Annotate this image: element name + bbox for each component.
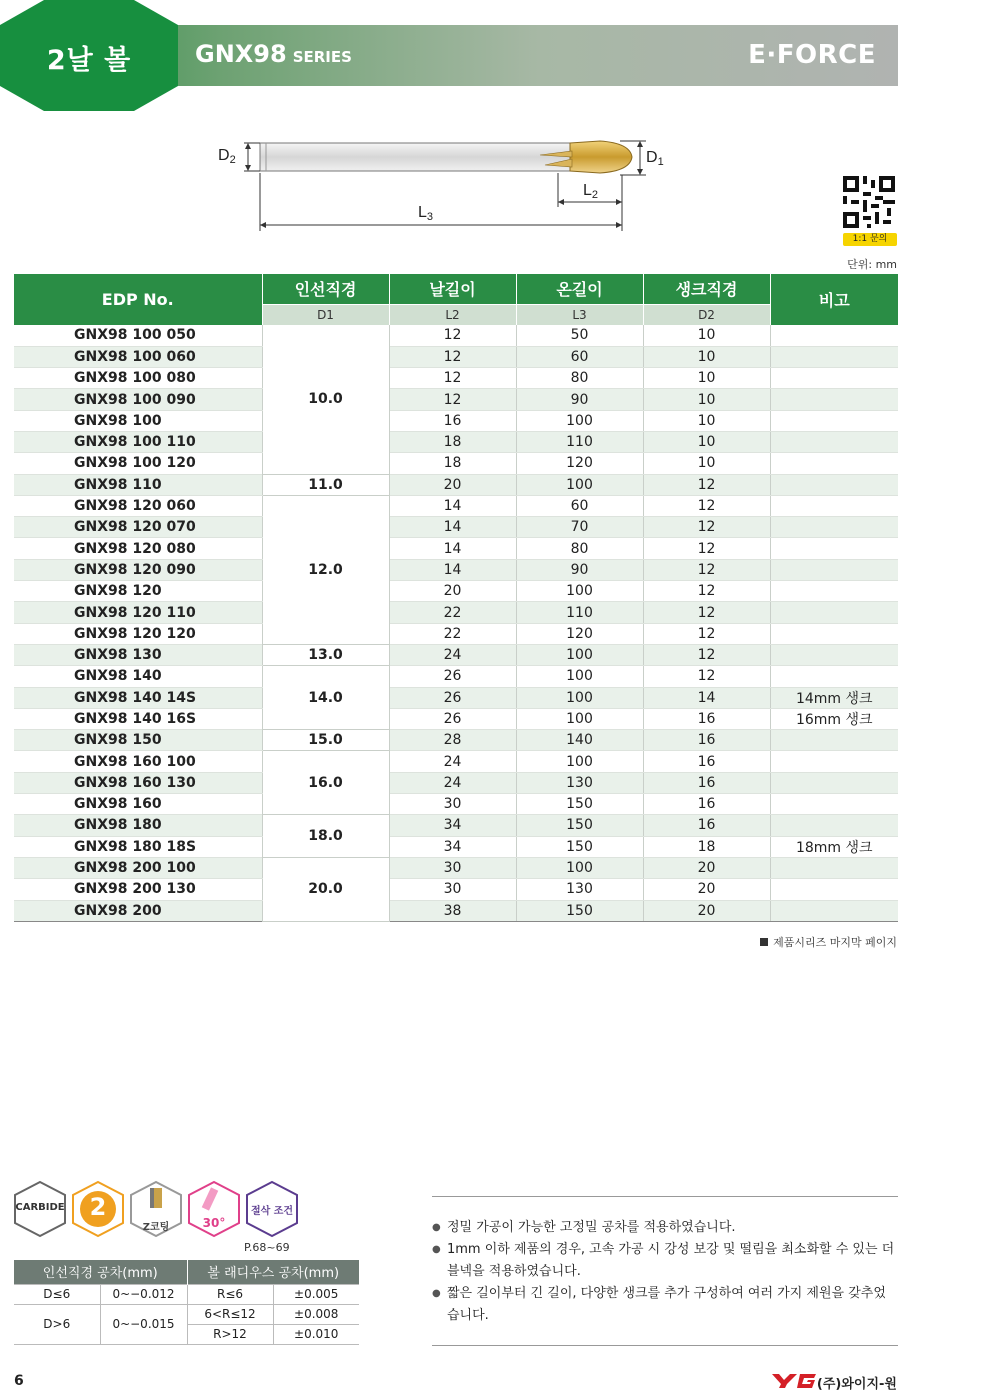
diagram-label-d1: $D_1$ — [646, 149, 664, 168]
remark — [770, 730, 898, 751]
table-row — [14, 900, 898, 921]
edp-number: GNX98 140 — [14, 666, 262, 687]
shank-diameter: 10 — [643, 389, 770, 410]
edp-number: GNX98 160 100 — [14, 751, 262, 772]
table-row — [14, 538, 898, 559]
tool-diagram — [200, 125, 680, 240]
flute-length: 14 — [389, 538, 516, 559]
z-coating-icon — [128, 1180, 184, 1238]
overall-length: 100 — [516, 687, 643, 708]
shank-diameter: 16 — [643, 708, 770, 729]
overall-length: 150 — [516, 900, 643, 921]
header-d1-symbol: D1 — [262, 304, 389, 325]
coating-label: Z코팅 — [142, 1222, 170, 1233]
shank-diameter: 12 — [643, 517, 770, 538]
carbide-label: CARBIDE — [15, 1202, 65, 1213]
flute-length: 20 — [389, 581, 516, 602]
remark — [770, 581, 898, 602]
overall-length: 60 — [516, 495, 643, 516]
overall-length: 100 — [516, 708, 643, 729]
shank-diameter: 10 — [643, 368, 770, 389]
table-row — [14, 410, 898, 431]
header-l2: 날길이 — [389, 274, 516, 304]
flute-length: 26 — [389, 687, 516, 708]
shank-diameter: 14 — [643, 687, 770, 708]
header-d2-symbol: D2 — [643, 304, 770, 325]
shank-diameter: 16 — [643, 794, 770, 815]
tol-d-value: 0~−0.012 — [100, 1284, 187, 1304]
cutting-diameter: 13.0 — [262, 644, 389, 665]
flute-length: 38 — [389, 900, 516, 921]
page-reference[interactable]: P.68~69 — [244, 1241, 290, 1254]
overall-length: 100 — [516, 410, 643, 431]
cutting-diameter: 18.0 — [262, 815, 389, 858]
table-row — [14, 687, 898, 708]
table-row — [14, 325, 898, 346]
flute-length: 30 — [389, 794, 516, 815]
table-row — [14, 559, 898, 580]
flute-length: 12 — [389, 368, 516, 389]
cutting-diameter: 10.0 — [262, 325, 389, 474]
table-row — [14, 772, 898, 793]
tol-r-value: ±0.005 — [273, 1284, 359, 1304]
overall-length: 130 — [516, 772, 643, 793]
yg-logo-icon — [772, 1359, 816, 1388]
feature-item: ● 정밀 가공이 가능한 고정밀 공차를 적용하였습니다. — [432, 1217, 898, 1239]
flute-length: 22 — [389, 623, 516, 644]
overall-length: 70 — [516, 517, 643, 538]
remark — [770, 815, 898, 836]
feature-list — [432, 1196, 898, 1346]
remark — [770, 474, 898, 495]
remark — [770, 857, 898, 878]
remark: 18mm 생크 — [770, 836, 898, 857]
header-note: 비고 — [770, 274, 898, 325]
shank-diameter: 12 — [643, 559, 770, 580]
cutting-diameter: 14.0 — [262, 666, 389, 730]
remark — [770, 794, 898, 815]
overall-length: 110 — [516, 431, 643, 452]
edp-number: GNX98 120 090 — [14, 559, 262, 580]
table-row — [14, 708, 898, 729]
end-mill-drawing-icon — [200, 125, 680, 240]
overall-length: 100 — [516, 644, 643, 665]
product-table — [14, 274, 898, 922]
cutting-diameter: 16.0 — [262, 751, 389, 815]
remark — [770, 389, 898, 410]
table-row — [14, 623, 898, 644]
helix-label: 30° — [202, 1216, 226, 1230]
remark — [770, 517, 898, 538]
overall-length: 140 — [516, 730, 643, 751]
shank-diameter: 20 — [643, 879, 770, 900]
feature-item: ● 1mm 이하 제품의 경우, 고속 가공 시 강성 보강 및 떨림을 최소화할 수 있는 더블넥을 적용하였습니다. — [432, 1239, 898, 1283]
header-l3-symbol: L3 — [516, 304, 643, 325]
overall-length: 50 — [516, 325, 643, 346]
overall-length: 80 — [516, 368, 643, 389]
overall-length: 130 — [516, 879, 643, 900]
category-badge — [0, 0, 178, 111]
edp-number: GNX98 140 16S — [14, 708, 262, 729]
remark — [770, 602, 898, 623]
table-row — [14, 517, 898, 538]
shank-diameter: 12 — [643, 666, 770, 687]
tol-r-value: ±0.010 — [273, 1324, 359, 1344]
table-row — [14, 474, 898, 495]
overall-length: 100 — [516, 474, 643, 495]
shank-diameter: 12 — [643, 581, 770, 602]
helix-angle-icon — [186, 1180, 242, 1238]
overall-length: 80 — [516, 538, 643, 559]
edp-number: GNX98 120 060 — [14, 495, 262, 516]
edp-number: GNX98 100 120 — [14, 453, 262, 474]
flute-length: 18 — [389, 453, 516, 474]
flute-length: 14 — [389, 495, 516, 516]
qr-code-icon[interactable] — [843, 176, 895, 228]
table-row — [14, 857, 898, 878]
remark — [770, 623, 898, 644]
overall-length: 150 — [516, 815, 643, 836]
flutes-label: 2 — [89, 1193, 107, 1221]
overall-length: 110 — [516, 602, 643, 623]
cutting-diameter: 15.0 — [262, 730, 389, 751]
remark — [770, 559, 898, 580]
overall-length: 120 — [516, 623, 643, 644]
overall-length: 150 — [516, 794, 643, 815]
edp-number: GNX98 100 080 — [14, 368, 262, 389]
remark — [770, 879, 898, 900]
flute-length: 20 — [389, 474, 516, 495]
remark — [770, 346, 898, 367]
table-row — [14, 368, 898, 389]
flute-length: 12 — [389, 346, 516, 367]
remark — [770, 751, 898, 772]
qr-inquiry-tag[interactable]: 1:1 문의 — [843, 233, 897, 246]
overall-length: 100 — [516, 751, 643, 772]
flute-length: 14 — [389, 517, 516, 538]
edp-number: GNX98 100 090 — [14, 389, 262, 410]
shank-diameter: 16 — [643, 730, 770, 751]
table-row — [14, 453, 898, 474]
unit-label: 단위: mm — [847, 258, 897, 271]
shank-diameter: 12 — [643, 538, 770, 559]
edp-number: GNX98 200 100 — [14, 857, 262, 878]
svg-text:YG: YG — [772, 1359, 795, 1378]
edp-number: GNX98 120 — [14, 581, 262, 602]
last-page-note-text: 제품시리즈 마지막 페이지 — [773, 936, 897, 949]
tol-d-value: 0~−0.015 — [100, 1304, 187, 1344]
table-row — [14, 666, 898, 687]
remark — [770, 644, 898, 665]
cutting-diameter: 20.0 — [262, 857, 389, 921]
remark — [770, 368, 898, 389]
edp-number: GNX98 120 110 — [14, 602, 262, 623]
shank-diameter: 10 — [643, 410, 770, 431]
table-row — [14, 730, 898, 751]
table-row — [14, 879, 898, 900]
last-page-note — [760, 934, 897, 950]
edp-number: GNX98 200 130 — [14, 879, 262, 900]
remark: 16mm 생크 — [770, 708, 898, 729]
overall-length: 60 — [516, 346, 643, 367]
flute-length: 34 — [389, 815, 516, 836]
edp-number: GNX98 150 — [14, 730, 262, 751]
shank-diameter: 12 — [643, 623, 770, 644]
diagram-label-d2: $D_2$ — [218, 147, 236, 166]
page-number: 6 — [14, 1373, 24, 1389]
table-row — [14, 346, 898, 367]
flute-length: 26 — [389, 708, 516, 729]
series-title — [195, 40, 352, 68]
brand-name: E·FORCE — [748, 40, 876, 70]
feature-item: ● 짧은 길이부터 긴 길이, 다양한 생크를 추가 구성하여 여러 가지 제원을 갖추었습니다. — [432, 1283, 898, 1327]
table-row — [14, 602, 898, 623]
edp-number: GNX98 130 — [14, 644, 262, 665]
edp-number: GNX98 100 050 — [14, 325, 262, 346]
flute-length: 26 — [389, 666, 516, 687]
tolerance-table — [14, 1260, 359, 1345]
overall-length: 120 — [516, 453, 643, 474]
shank-diameter: 10 — [643, 346, 770, 367]
flute-length: 30 — [389, 879, 516, 900]
flute-length: 24 — [389, 751, 516, 772]
remark — [770, 772, 898, 793]
diagram-label-l3: $L_3$ — [418, 204, 434, 223]
table-row — [14, 644, 898, 665]
edp-number: GNX98 120 080 — [14, 538, 262, 559]
carbide-icon — [12, 1180, 68, 1238]
cutting-diameter: 11.0 — [262, 474, 389, 495]
header-d1: 인선직경 — [262, 274, 389, 304]
remark — [770, 431, 898, 452]
table-row — [14, 581, 898, 602]
shank-diameter: 20 — [643, 857, 770, 878]
shank-diameter: 20 — [643, 900, 770, 921]
tol-header-diameter: 인선직경 공차(mm) — [14, 1260, 187, 1284]
shank-diameter: 12 — [643, 644, 770, 665]
cutting-condition-icon[interactable] — [244, 1180, 300, 1238]
flute-length: 28 — [389, 730, 516, 751]
table-row — [14, 389, 898, 410]
header-l3: 온길이 — [516, 274, 643, 304]
flute-length: 30 — [389, 857, 516, 878]
table-row — [14, 495, 898, 516]
overall-length: 100 — [516, 666, 643, 687]
header-edp: EDP No. — [14, 274, 262, 325]
edp-number: GNX98 120 070 — [14, 517, 262, 538]
remark — [770, 325, 898, 346]
shank-diameter: 12 — [643, 602, 770, 623]
flute-length: 24 — [389, 644, 516, 665]
series-suffix: SERIES — [292, 48, 352, 66]
edp-number: GNX98 100 — [14, 410, 262, 431]
diagram-label-l2: $L_2$ — [583, 182, 599, 201]
tol-r-range: R>12 — [187, 1324, 273, 1344]
flute-length: 34 — [389, 836, 516, 857]
table-row — [14, 815, 898, 836]
flute-length: 16 — [389, 410, 516, 431]
flute-length: 22 — [389, 602, 516, 623]
tol-d-range: D>6 — [14, 1304, 100, 1344]
overall-length: 100 — [516, 581, 643, 602]
table-row — [14, 836, 898, 857]
flute-length: 24 — [389, 772, 516, 793]
flute-length: 14 — [389, 559, 516, 580]
edp-number: GNX98 140 14S — [14, 687, 262, 708]
header-d2: 생크직경 — [643, 274, 770, 304]
remark — [770, 453, 898, 474]
square-bullet-icon — [760, 938, 768, 946]
edp-number: GNX98 200 — [14, 900, 262, 921]
shank-diameter: 18 — [643, 836, 770, 857]
remark — [770, 900, 898, 921]
shank-diameter: 10 — [643, 325, 770, 346]
edp-number: GNX98 110 — [14, 474, 262, 495]
edp-number: GNX98 180 18S — [14, 836, 262, 857]
table-row — [14, 431, 898, 452]
remark — [770, 410, 898, 431]
flute-length: 18 — [389, 431, 516, 452]
two-flute-icon — [70, 1180, 126, 1238]
remark — [770, 538, 898, 559]
cutting-label[interactable]: 절삭 조건 — [250, 1206, 294, 1217]
feature-icons — [12, 1180, 302, 1240]
shank-diameter: 16 — [643, 772, 770, 793]
remark — [770, 495, 898, 516]
shank-diameter: 16 — [643, 815, 770, 836]
remark — [770, 666, 898, 687]
edp-number: GNX98 160 130 — [14, 772, 262, 793]
product-table-body — [14, 325, 898, 921]
shank-diameter: 12 — [643, 474, 770, 495]
company-name: (주)와이지-원 — [816, 1377, 897, 1392]
category-badge-text: 2날 볼 — [46, 45, 132, 76]
edp-number: GNX98 100 110 — [14, 431, 262, 452]
overall-length: 100 — [516, 857, 643, 878]
shank-diameter: 10 — [643, 431, 770, 452]
table-row — [14, 751, 898, 772]
header-l2-symbol: L2 — [389, 304, 516, 325]
tol-r-range: 6<R≤12 — [187, 1304, 273, 1324]
table-row — [14, 794, 898, 815]
flute-length: 12 — [389, 325, 516, 346]
edp-number: GNX98 160 — [14, 794, 262, 815]
tol-r-range: R≤6 — [187, 1284, 273, 1304]
tol-d-range: D≤6 — [14, 1284, 100, 1304]
edp-number: GNX98 100 060 — [14, 346, 262, 367]
shank-diameter: 12 — [643, 495, 770, 516]
edp-number: GNX98 180 — [14, 815, 262, 836]
flute-length: 12 — [389, 389, 516, 410]
tol-r-value: ±0.008 — [273, 1304, 359, 1324]
remark: 14mm 생크 — [770, 687, 898, 708]
overall-length: 90 — [516, 559, 643, 580]
overall-length: 150 — [516, 836, 643, 857]
cutting-diameter: 12.0 — [262, 495, 389, 644]
shank-diameter: 10 — [643, 453, 770, 474]
tol-header-radius: 볼 래디우스 공차(mm) — [187, 1260, 359, 1284]
overall-length: 90 — [516, 389, 643, 410]
shank-diameter: 16 — [643, 751, 770, 772]
series-name: GNX98 — [195, 40, 287, 68]
edp-number: GNX98 120 120 — [14, 623, 262, 644]
